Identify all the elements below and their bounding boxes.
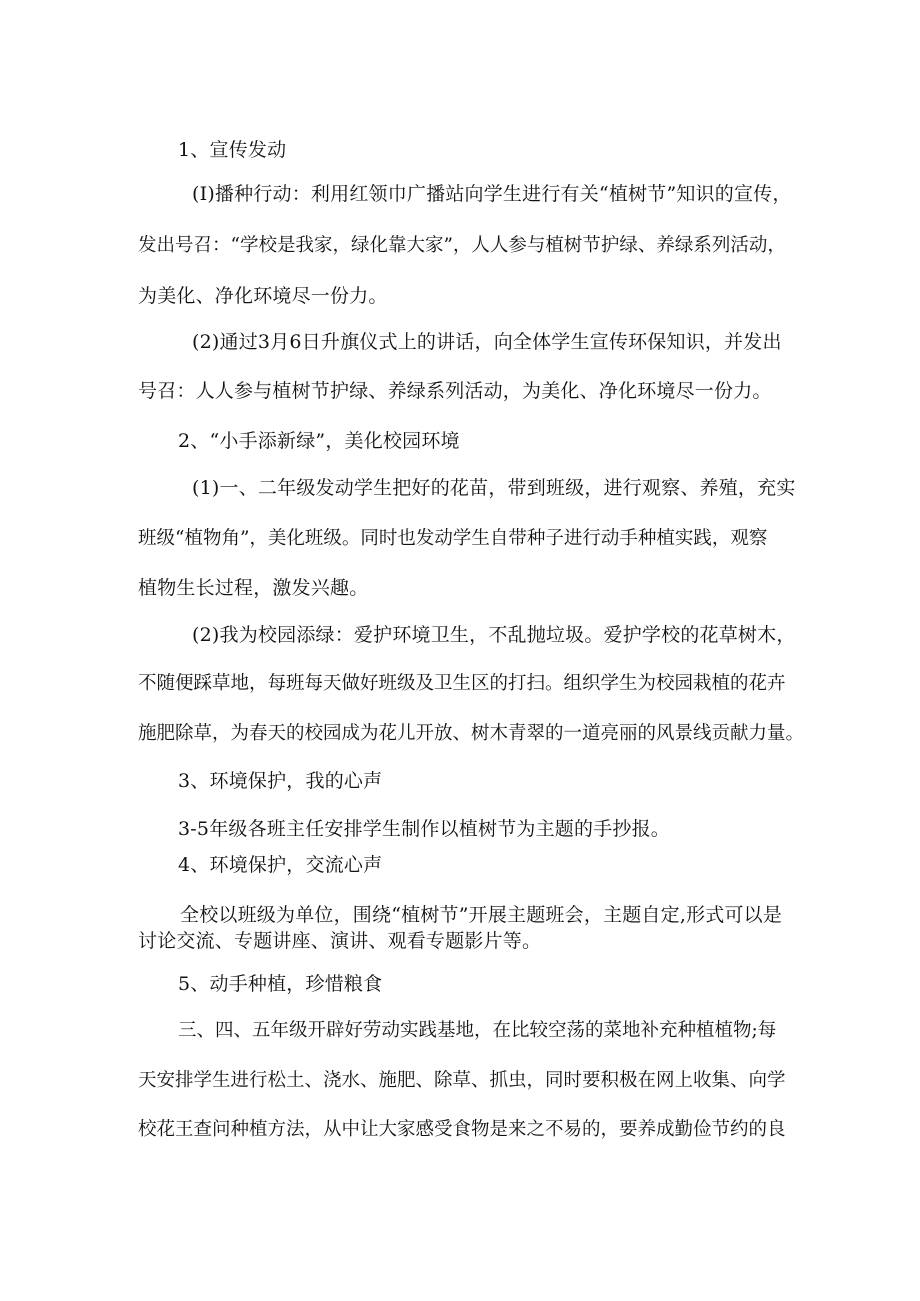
paragraph-line: 不随便踩草地，每班每天做好班级及卫生区的打扫。组织学生为校园栽植的花卉 — [138, 673, 786, 694]
paragraph-line: 班级“植物角”，美化班级。同时也发动学生自带种子进行动手种植实践，观察 — [138, 528, 768, 549]
paragraph-line: 植物生长过程，激发兴趣。 — [138, 577, 369, 599]
heading-1: 1、宣传发动 — [178, 139, 287, 161]
paragraph-line: 天安排学生进行松土、浇水、施肥、除草、抓虫，同时要积极在网上收集、向学 — [138, 1070, 786, 1091]
paragraph-line: (1)一、二年级发动学生把好的花苗，带到班级，进行观察、养殖，充实 — [192, 477, 796, 499]
paragraph-line: (I)播种行动：利用红领巾广播站向学生进行有关“植树节”知识的宣传， — [192, 183, 792, 205]
paragraph-line: (2)通过3月6日升旗仪式上的讲话，向全体学生宣传环保知识，并发出 — [192, 331, 782, 353]
heading-2: 2、“小手添新绿”，美化校园环境 — [178, 430, 460, 452]
paragraph-line: 讨论交流、专题讲座、演讲、观看专题影片等。 — [138, 930, 542, 952]
heading-3: 3、环境保护，我的心声 — [178, 770, 383, 792]
paragraph-line: 三、四、五年级开辟好劳动实践基地，在比较空荡的菜地补充种植植物;每 — [178, 1020, 777, 1041]
paragraph-line: 为美化、净化环境尽一份力。 — [138, 285, 388, 307]
heading-4: 4、环境保护，交流心声 — [178, 854, 383, 876]
paragraph-line: 施肥除草，为春天的校园成为花儿开放、树木青翠的一道亮丽的风景线贡献力量。 — [138, 723, 805, 744]
paragraph-line: (2)我为校园添绿：爱护环境卫生，不乱抛垃圾。爱护学校的花草树木， — [192, 624, 796, 646]
paragraph-line: 发出号召：“学校是我家，绿化靠大家”，人人参与植树节护绿、养绿系列活动， — [138, 235, 786, 256]
paragraph-line: 全校以班级为单位，围绕“植树节”开展主题班会，主题自定,形式可以是 — [180, 904, 783, 926]
paragraph-line: 3-5年级各班主任安排学生制作以植树节为主题的手抄报。 — [178, 818, 670, 840]
paragraph-line: 号召：人人参与植树节护绿、养绿系列活动，为美化、净化环境尽一份力。 — [138, 380, 772, 402]
paragraph-line: 校花王查问种植方法，从中让大家感受食物是来之不易的，要养成勤俭节约的良 — [138, 1119, 786, 1140]
heading-5: 5、动手种植，珍惜粮食 — [178, 973, 383, 995]
